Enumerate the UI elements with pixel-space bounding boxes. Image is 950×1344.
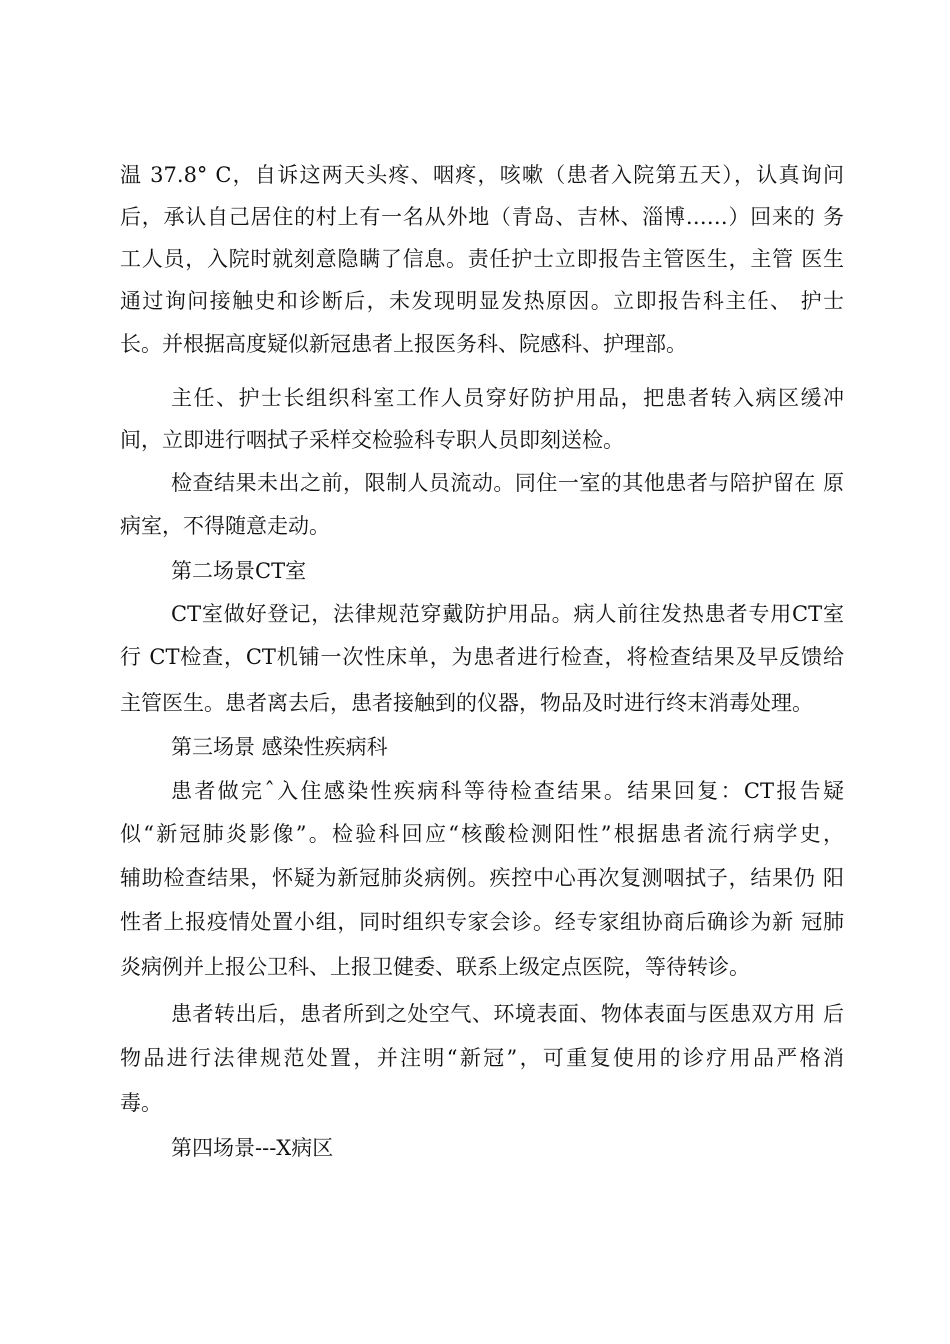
text-line-9: 病室，不得随意走动。 [120,514,330,538]
text-line-19: 炎病例并上报公卫科、上报卫健委、联系上级定点医院，等待转诊。 [120,955,750,979]
text-line-1: 温 37.8° C，自诉这两天头疼、咽疼，咳嗽（患者入院第五天），认真询问 [120,163,844,187]
text-line-11: CT室做好登记，法律规范穿戴防护用品。病人前往发热患者专用CT室 [171,602,844,626]
text-line-3: 工人员，入院时就刻意隐瞒了信息。责任护士立即报告主管医生，主管 医生 [120,247,844,271]
section-heading-x-ward: 第四场景---X病区 [171,1136,334,1160]
text-line-5: 长。并根据高度疑似新冠患者上报医务科、院感科、护理部。 [120,332,687,356]
section-heading-infectious-dept: 第三场景 感染性疾病科 [171,735,388,759]
text-line-20: 患者转出后，患者所到之处空气、环境表面、物体表面与医患双方用 后 [171,1002,844,1026]
section-heading-ct-room: 第二场景CT室 [171,559,307,583]
text-line-7: 间，立即进行咽拭子采样交检验科专职人员即刻送检。 [120,428,624,452]
text-line-22: 毒。 [120,1091,162,1115]
text-line-2: 后，承认自己居住的村上有一名从外地（青岛、吉林、淄博……）回来的 务 [120,205,844,229]
text-line-16: 似“新冠肺炎影像”。检验科回应“核酸检测阳性”根据患者流行病学史， [120,822,844,846]
text-line-4: 通过询问接触史和诊断后，未发现明显发热原因。立即报告科主任、 护士 [120,289,844,313]
text-line-12: 行 CT检查，CT机铺一次性床单，为患者进行检查，将检查结果及早反馈给 [120,645,844,669]
text-line-15: 患者做完ˆ入住感染性疾病科等待检查结果。结果回复：CT报告疑 [171,779,844,803]
text-line-18: 性者上报疫情处置小组，同时组织专家会诊。经专家组协商后确诊为新 冠肺 [120,910,844,934]
text-line-8: 检查结果未出之前，限制人员流动。同住一室的其他患者与陪护留在 原 [171,471,844,495]
text-line-21: 物品进行法律规范处置，并注明“新冠”，可重复使用的诊疗用品严格消 [120,1046,844,1070]
text-line-13: 主管医生。患者离去后，患者接触到的仪器，物品及时进行终末消毒处理。 [120,691,813,715]
text-line-17: 辅助检查结果，怀疑为新冠肺炎病例。疾控中心再次复测咽拭子，结果仍 阳 [120,866,844,890]
text-line-6: 主任、护士长组织科室工作人员穿好防护用品，把患者转入病区缓冲 [171,386,844,410]
